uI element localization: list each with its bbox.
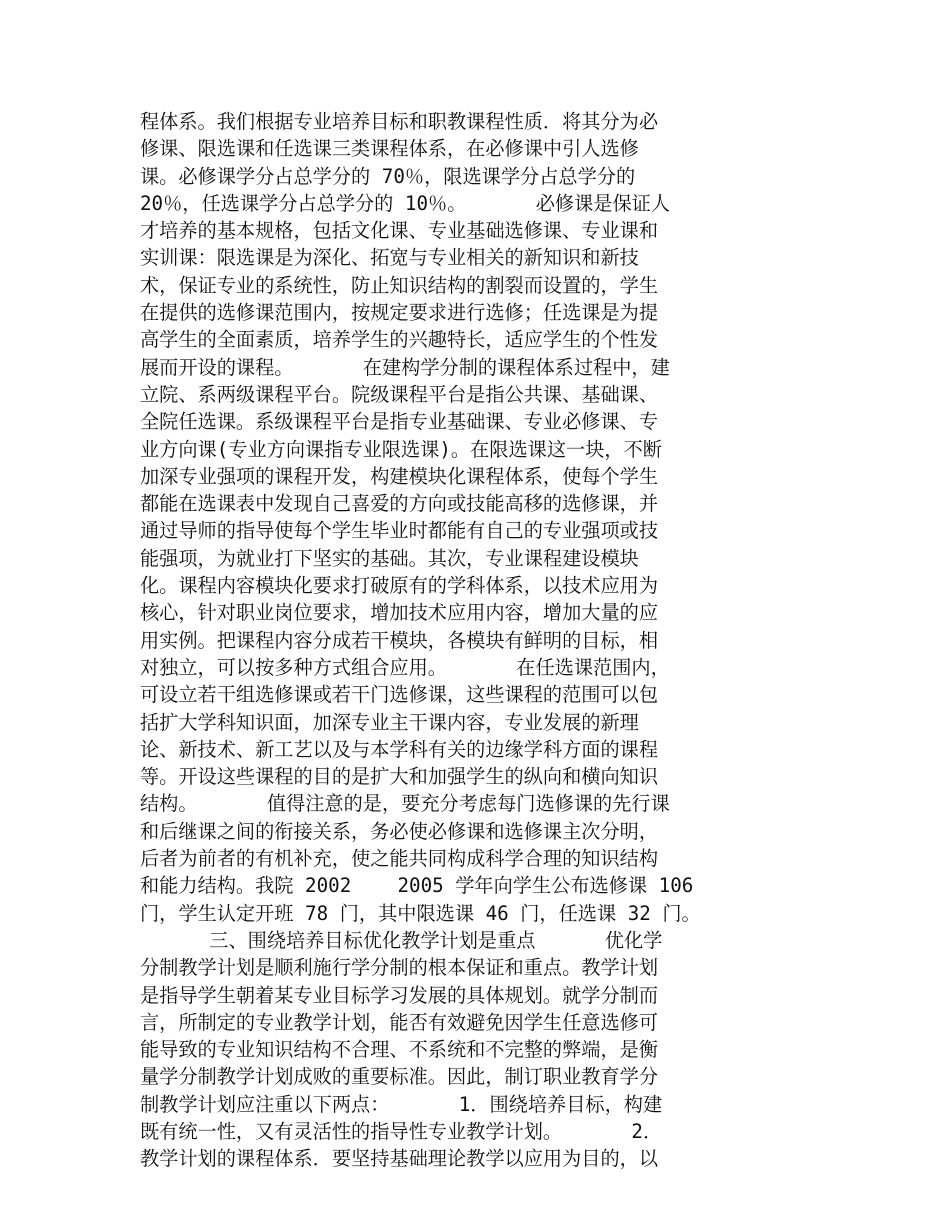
text-line: 后者为前者的有机补充，使之能共同构成科学合理的知识结构: [140, 847, 659, 871]
text-line: 20％，任选课学分占总学分的 10％。 必修课是保证人: [140, 191, 671, 215]
text-line: 才培养的基本规格，包括文化课、专业基础选修课、专业课和: [140, 219, 659, 243]
text-line: 门，学生认定开班 78 门，其中限选课 46 门，任选课 32 门。: [140, 901, 701, 925]
text-line: 制教学计划应注重以下两点： 1．围绕培养目标，构建: [140, 1092, 663, 1116]
section-heading: 三、围绕培养目标优化教学计划是重点 优化学: [140, 928, 663, 952]
text-line: 教学计划的课程体系．要坚持基础理论教学以应用为目的，以: [140, 1147, 659, 1171]
text-line: 高学生的全面素质，培养学生的兴趣特长，适应学生的个性发: [140, 328, 659, 352]
text-line: 可设立若干组选修课或若干门选修课，这些课程的范围可以包: [140, 683, 659, 707]
text-line: 在提供的选修课范围内，按规定要求进行选修；任选课是为提: [140, 301, 659, 325]
text-line: 核心，针对职业岗位要求，增加技术应用内容，增加大量的应: [140, 601, 659, 625]
text-line: 实训课：限选课是为深化、拓宽与专业相关的新知识和新技: [140, 246, 639, 270]
text-line: 立院、系两级课程平台。院级课程平台是指公共课、基础课、: [140, 382, 659, 406]
text-line: 全院任选课。系级课程平台是指专业基础课、专业必修课、专: [140, 410, 659, 434]
text-line: 业方向课(专业方向课指专业限选课)。在限选课这一块，不断: [140, 437, 662, 461]
text-line: 括扩大学科知识面，加深专业主干课内容，专业发展的新理: [140, 710, 639, 734]
text-line: 言，所制定的专业教学计划，能否有效避免因学生任意选修可: [140, 1010, 659, 1034]
text-line: 量学分制教学计划成败的重要标准。因此，制订职业教育学分: [140, 1065, 659, 1089]
text-line: 能导致的专业知识结构不合理、不系统和不完整的弊端，是衡: [140, 1038, 659, 1062]
text-line: 术，保证专业的系统性，防止知识结构的割裂而设置的，学生: [140, 273, 659, 297]
text-line: 是指导学生朝着某专业目标学习发展的具体规划。就学分制而: [140, 983, 659, 1007]
document-body: [140, 108, 740, 1173]
text-line: 都能在选课表中发现自己喜爱的方向或技能高移的选修课，并: [140, 492, 659, 516]
text-line: 修课、限选课和任选课三类课程体系，在必修课中引人选修: [140, 137, 639, 161]
text-line: 论、新技术、新工艺以及与本学科有关的边缘学科方面的课程: [140, 737, 659, 761]
text-line: 化。课程内容模块化要求打破原有的学科体系，以技术应用为: [140, 574, 659, 598]
text-line: 展而开设的课程。 在建构学分制的课程体系过程中，建: [140, 355, 670, 379]
text-line: 通过导师的指导使每个学生毕业时都能有自己的专业强项或技: [140, 519, 659, 543]
text-line: 加深专业强项的课程开发，构建模块化课程体系，使每个学生: [140, 464, 659, 488]
text-line: 和能力结构。我院 2002 2005 学年向学生公布选修课 106: [140, 874, 694, 898]
text-line: 分制教学计划是顺利施行学分制的根本保证和重点。教学计划: [140, 956, 659, 980]
text-line: 和后继课之间的衔接关系，务必使必修课和选修课主次分明，: [140, 819, 659, 843]
text-line: 既有统一性，又有灵活性的指导性专业教学计划。 2．: [140, 1119, 663, 1143]
text-line: 对独立，可以按多种方式组合应用。 在任选课范围内，: [140, 655, 670, 679]
text-line: 课。必修课学分占总学分的 70％，限选课学分占总学分的: [140, 164, 636, 188]
text-line: 用实例。把课程内容分成若干模块，各模块有鲜明的目标，相: [140, 628, 659, 652]
text-line: 程体系。我们根据专业培养目标和职教课程性质．将其分为必: [140, 110, 659, 133]
text-line: 等。开设这些课程的目的是扩大和加强学生的纵向和横向知识: [140, 765, 659, 789]
text-line: 结构。 值得注意的是，要充分考虑每门选修课的先行课: [140, 792, 670, 816]
text-line: 能强项，为就业打下坚实的基础。其次，专业课程建设模块: [140, 546, 639, 570]
